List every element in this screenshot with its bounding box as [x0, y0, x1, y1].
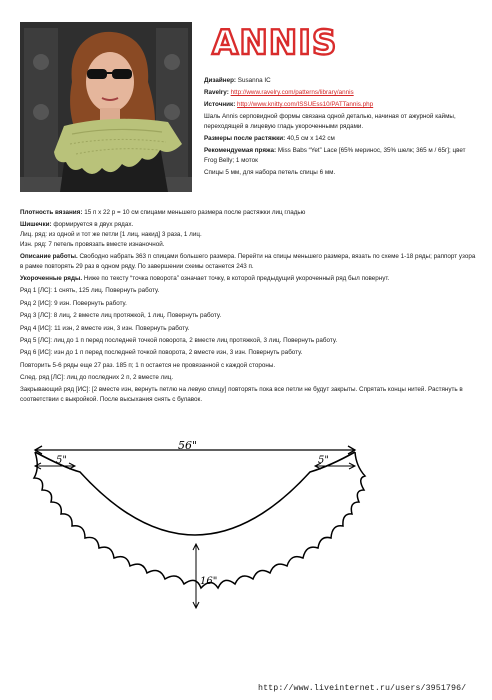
yarn-label: Рекомендуемая пряжа:	[204, 147, 277, 155]
pattern-title-text: ANNIS	[212, 23, 338, 62]
ravelry-row	[204, 88, 476, 98]
gauge-value: 15 п x 22 р = 10 см спицами меньшего размера после растяжки лиц гладью	[84, 209, 306, 216]
designer-row	[204, 76, 476, 86]
bind-off-row: Закрывающий ряд [ИС]: [2 вместе изн, вернуть петлю на левую спицу] повторять пока все петли не будут закрыты. Спрятать концы нитей. Растянуть в соответствии с выкройкой. После высыхания снять с булавок.	[20, 386, 463, 404]
source-label: Источник:	[204, 101, 236, 109]
row-3: Ряд 3 [ЛС]: 8 лиц, 2 вместе лиц протяжкой, 1 лиц. Повернуть работу.	[20, 312, 222, 320]
left-width-label: 5"	[56, 455, 67, 466]
source-link[interactable]: http://www.knitty.com/ISSUEss10/PATTannis.php	[237, 101, 374, 109]
source-row	[204, 100, 476, 110]
designer-label: Дизайнер:	[204, 77, 237, 84]
ravelry-link[interactable]: http://www.ravelry.com/patterns/library/annis	[230, 89, 354, 97]
size-value: 40,5 см x 142 см	[286, 134, 335, 142]
row-5: Ряд 5 [ЛС]: лиц до 1 п перед последней точкой поворота, 2 вместе лиц протяжкой, 3 лиц. Повернуть работу.	[20, 336, 338, 344]
nupps-ws: Изн. ряд: 7 петель провязать вместе изнаночной.	[20, 240, 165, 248]
needles-text: Спицы 5 мм, для набора петель спицы 6 мм.	[204, 168, 336, 176]
model-photo	[20, 22, 192, 192]
footer-url[interactable]: http://www.liveinternet.ru/users/3951796/	[258, 684, 467, 693]
work-row	[20, 252, 476, 271]
size-row	[204, 134, 476, 144]
next-row: След. ряд [ЛС]: лиц до последних 2 п, 2 вместе лиц.	[20, 374, 174, 382]
short-rows-label: Укороченные ряды.	[20, 274, 83, 282]
row-4: Ряд 4 [ИС]: 11 изн, 2 вместе изн, 3 изн. Повернуть работу.	[20, 324, 190, 332]
designer-value: Susanna IC	[237, 77, 271, 84]
nupps-rs: Лиц. ряд: из одной и тот же петли [1 лиц, накид] 3 раза, 1 лиц.	[20, 230, 202, 238]
right-width-label: 5"	[318, 455, 329, 466]
description-text: Шаль Annis серповидной формы связана одной деталью, начиная от ажурной каймы, переходящей в лицевую гладь укороченными рядами.	[204, 113, 456, 130]
work-label: Описание работы.	[20, 252, 78, 260]
repeat-row: Повторить 5-6 ряды еще 27 раз. 185 п; 1 п остается не провязанной с каждой стороны.	[20, 361, 276, 369]
row-6: Ряд 6 [ИС]: изн до 1 п перед последней точкой поворота, 2 вместе изн, 3 изн. Повернуть работу.	[20, 349, 303, 357]
yarn-value: Miss Babs “Yet” Lace [65% меринос, 35% шелк; 365 м / 65г]; цвет Frog Belly; 1 моток	[204, 147, 466, 164]
yarn-row	[204, 146, 476, 165]
width-label: 56"	[178, 439, 198, 452]
size-label: Размеры после растяжки:	[204, 134, 286, 142]
scalloped-edge	[34, 452, 365, 588]
gauge-label: Плотность вязания:	[20, 209, 83, 216]
pattern-info	[204, 76, 476, 180]
shawl-schematic	[20, 438, 372, 623]
nupps-value: формируется в двух рядах.	[53, 221, 134, 229]
short-rows-value: Ниже по тексту “точка поворота” означает точку, в которой предыдущий укороченный ряд был повернут.	[83, 274, 390, 282]
work-value: Свободно набрать 363 п спицами большего размера. Перейти на спицы меньшего размера, вязать по схеме 1-18 ряды; раппорт узора в рамке повторять 29 раз в одном ряду. По завершении схемы останется 243 п.	[20, 252, 476, 270]
row-1: Ряд 1 [ЛС]: 1 снять, 125 лиц. Повернуть работу.	[20, 287, 160, 295]
short-rows-row	[20, 274, 476, 284]
row-2: Ряд 2 [ИС]: 9 изн. Повернуть работу.	[20, 299, 127, 307]
nupps-block	[20, 220, 476, 249]
nupps-label: Шишечки:	[20, 221, 52, 229]
pattern-title	[210, 22, 360, 62]
neck-curve	[35, 452, 355, 535]
depth-label: 16"	[200, 576, 218, 587]
gauge-row	[20, 208, 476, 218]
ravelry-label: Ravelry:	[204, 89, 229, 97]
instructions	[20, 208, 476, 407]
